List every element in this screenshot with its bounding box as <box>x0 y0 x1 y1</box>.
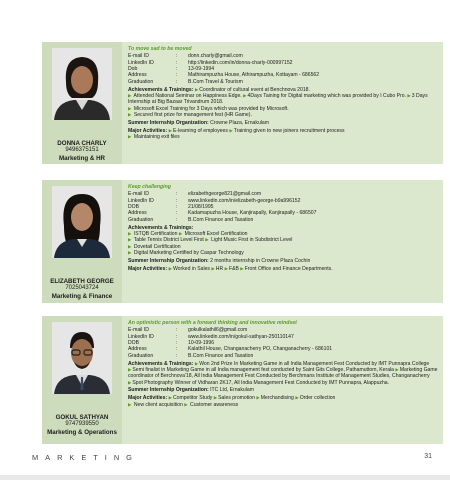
summer-internship: Summer Internship Organization: 2 months internship in Crowne Plaza Cochin <box>128 257 311 264</box>
achievements-section: Achievements & Trainings: ▶Coordinator of cultural event at Benchnova 2018. ▶ Attended National Seminar on Happiness Edge. ▶4Days Taining for Digital marketing which was provided by I Cubo Pro. ▶3 Days Internship at Big Bazaar Trivandrum 2018. ▶ Microsoft Excel Training for 3 Days which was provided by Microsoft. ▶ Secured first prize for management fest (HR Game). <box>128 86 428 118</box>
arrow-icon: ▶ <box>128 133 132 139</box>
arrow-icon: ▶ <box>168 127 172 133</box>
arrow-icon: ▶ <box>240 265 244 271</box>
profile-name-block <box>42 140 122 162</box>
arrow-icon: ▶ <box>194 360 199 366</box>
arrow-icon: ▶ <box>184 401 188 407</box>
arrow-icon: ▶ <box>128 401 132 407</box>
arrow-icon: ▶ <box>243 92 247 98</box>
achievements-section: Achievements & Trainings: ▶Won 2nd Prize In Marketing Game in all India Management Fest Conducted by IMT Punnapra College ▶Semi finalist in Marketing Game in all India management fest conducted by Saint Gits College, Pathamuttom, Kerala ▶Marketing Game coordinator of Berchnova'18, All India Management Fest Conducted by Berchmans Institute of Management Studies, Changanacherry ▶Spot Photography Winner of Vidharan 2K17, All India Management Fest Conducted by IMT Punnapra, Alappuzha. <box>128 360 438 386</box>
summer-internship: Summer Internship Organization: Crowne Plaza, Ernakulam <box>128 119 269 126</box>
profile-name-block <box>42 414 122 436</box>
profile-department: Marketing & HR <box>58 154 106 162</box>
profile-name: DONNA CHARLY <box>57 140 107 147</box>
arrow-icon: ▶ <box>205 237 209 243</box>
info-row: E-mail ID : donn.charly@gmail.com <box>128 53 243 60</box>
profile-content <box>128 320 440 408</box>
profile-name: GOKUL SATHYAN <box>55 414 109 421</box>
major-activities: Major Activities: ▶Worked in Sales ▶HR ▶F&B ▶Front Office and Finance Departments. <box>128 265 333 272</box>
photo-column <box>42 316 122 444</box>
footer-section-title: MARKETING <box>32 453 139 462</box>
profile-phone: 7025043724 <box>65 285 99 292</box>
profile-phone: 9747939550 <box>65 421 99 428</box>
achievements-section: Achievements & Trainings: ▶ ISTQB Certification ▶ Microsoft Excel Certification ▶ Table Tennis District Level First ▶ Light Music First in Subdistrict Level ▶ Dovetail Certification ▶ Digital Marketing Certified by Caspar Technology <box>128 225 440 257</box>
arrow-icon: ▶ <box>256 395 260 401</box>
arrow-icon: ▶ <box>128 243 132 249</box>
profile-name: ELIZABETH GEORGE <box>50 278 114 285</box>
info-row: Graduation : B.Com Finance and Taxation <box>128 352 254 359</box>
info-row: DOB : 10-09-1996 <box>128 340 215 347</box>
profile-photo <box>52 48 112 120</box>
arrow-icon: ▶ <box>128 237 132 243</box>
major-activities: Major Activities: ▶E-learning of employees ▶Training given to new joiners recruitment process ▶ Maintaining exit files <box>128 127 345 140</box>
info-row: LinkedIn ID : http://linkedin.com/in/donna-charly-000997152 <box>128 59 293 66</box>
profile-photo <box>52 186 112 258</box>
info-row: DOB : 21/08/1995 <box>128 204 214 211</box>
achievements-heading: Achievements & Trainings: <box>128 86 194 93</box>
page-number: 31 <box>424 453 432 460</box>
profile-phone: 9496375151 <box>65 147 99 154</box>
arrow-icon: ▶ <box>128 92 132 98</box>
info-row: Graduation : B.Com Travel & Tourism <box>128 78 243 85</box>
arrow-icon: ▶ <box>211 265 215 271</box>
arrow-icon: ▶ <box>213 395 218 401</box>
profile-content <box>128 184 440 272</box>
footer-bar <box>0 475 450 480</box>
arrow-icon: ▶ <box>168 395 172 401</box>
summer-internship: Summer Internship Organization: ITC Ltd, Ernakulam <box>128 387 254 394</box>
info-row: Address : Mathirampuzha House, Athirampuzha, Kottayam - 686562 <box>128 72 320 79</box>
major-activities: Major Activities: ▶Competitor Study ▶Sales promotion ▶Merchandising ▶Order collection ▶ New client acquisition ▶ Customer awareness <box>128 395 336 408</box>
profile-content <box>128 46 440 140</box>
achievements-heading: Achievements & Trainings: <box>128 360 194 367</box>
profile-card-2 <box>42 180 443 303</box>
arrow-icon: ▶ <box>229 127 233 133</box>
arrow-icon: ▶ <box>168 265 172 271</box>
photo-column <box>42 42 122 164</box>
info-row: Address : Kadamapuzha House, Kanjirapally, Kanjirapally - 686507 <box>128 210 317 217</box>
profile-card-3 <box>42 316 443 444</box>
info-row: Graduation : B.Com Finance and Taxation <box>128 216 254 223</box>
info-row: Address : Kalathil House, Changanacherry PO, Changanacherry - 686101 <box>128 346 333 353</box>
arrow-icon: ▶ <box>128 111 132 117</box>
profile-department: Marketing & Finance <box>51 292 113 300</box>
photo-column <box>42 180 122 303</box>
info-row: E-mail ID : elizabethgeorge821@gmail.com <box>128 191 262 198</box>
achievements-heading: Achievements & Trainings: <box>128 224 194 231</box>
arrow-icon: ▶ <box>128 249 132 255</box>
profile-card-1 <box>42 42 443 164</box>
arrow-icon: ▶ <box>295 395 299 401</box>
arrow-icon: ▶ <box>128 379 132 385</box>
profile-tagline: To move sad to be moved <box>128 46 192 52</box>
arrow-icon: ▶ <box>128 105 132 111</box>
info-row: LinkedIn ID : www.linkedin.com/in/elizabeth-george-b9a996152 <box>128 197 301 204</box>
info-row: E-mail ID : gokulkalathil6@gmail.com <box>128 327 248 334</box>
arrow-icon: ▶ <box>194 86 199 92</box>
arrow-icon: ▶ <box>128 230 132 236</box>
arrow-icon: ▶ <box>224 265 228 271</box>
info-row: Dob : 13-09-1994 <box>128 66 215 73</box>
info-row: LinkedIn ID : www.linkedin.com/in/gokul-sathyan-250110147 <box>128 333 294 340</box>
arrow-icon: ▶ <box>178 230 183 236</box>
arrow-icon: ▶ <box>407 92 411 98</box>
profile-tagline: An optimistic person with a forward thinking and innovative mindset <box>128 320 297 326</box>
profile-name-block <box>42 278 122 300</box>
profile-department: Marketing & Operations <box>47 428 117 436</box>
arrow-icon: ▶ <box>395 366 399 372</box>
profile-tagline: Keep challenging <box>128 184 171 190</box>
arrow-icon: ▶ <box>128 366 132 372</box>
profile-photo <box>52 322 112 394</box>
